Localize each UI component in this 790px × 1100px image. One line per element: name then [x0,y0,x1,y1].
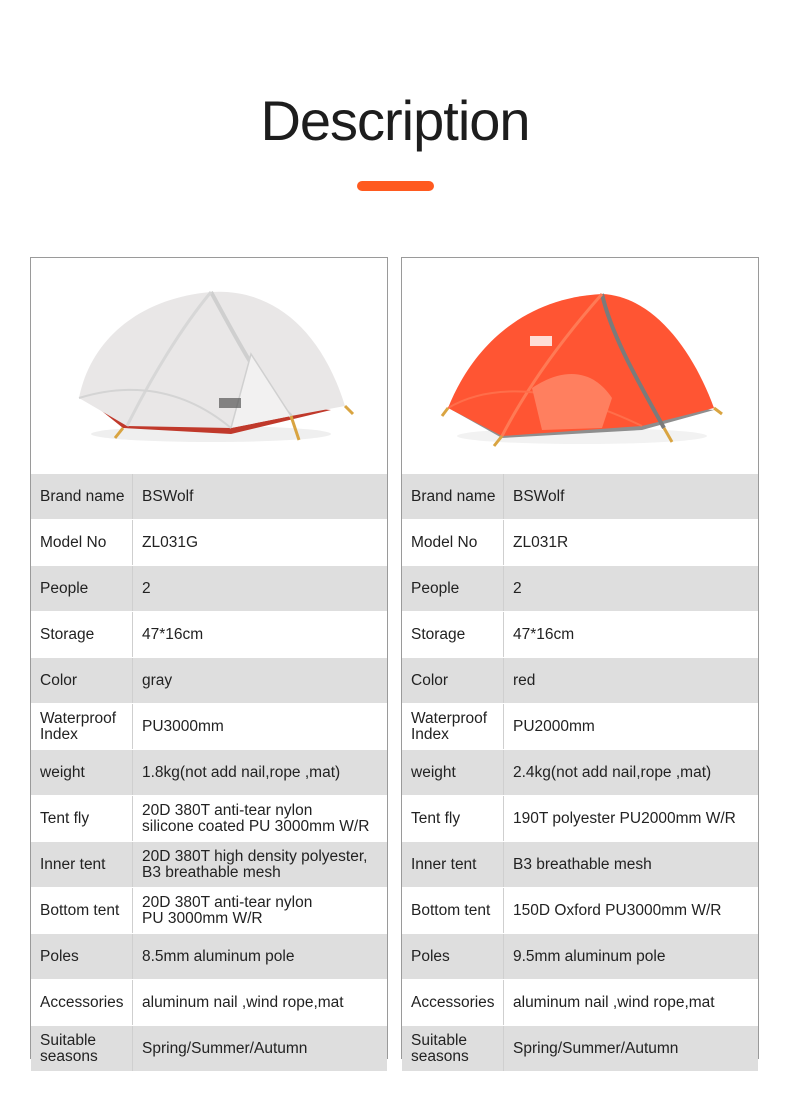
spec-row [31,611,387,657]
spec-value: PU3000mm [142,717,224,735]
spec-value: BSWolf [513,487,565,505]
page-title: Description [260,89,530,152]
spec-key: Storage [31,612,133,657]
spec-key: Brand name [402,474,504,519]
spec-key: Tent fly [402,796,504,841]
spec-value: Spring/Summer/Autumn [142,1039,308,1057]
spec-value: 47*16cm [513,625,575,643]
spec-row [402,887,758,933]
spec-row [31,887,387,933]
spec-row [402,979,758,1025]
red-tent-illustration [402,258,758,472]
spec-key: Tent fly [31,796,133,841]
spec-value: Spring/Summer/Autumn [513,1039,679,1057]
spec-key: Color [402,658,504,703]
spec-row [31,519,387,565]
spec-row [402,473,758,519]
spec-row [402,565,758,611]
spec-value: 2 [513,579,522,597]
spec-key: People [402,566,504,611]
spec-table-gray [31,473,387,1071]
spec-row [402,703,758,749]
spec-row [402,933,758,979]
spec-table-red [402,473,758,1071]
spec-value: aluminum nail ,wind rope,mat [142,993,344,1011]
spec-key: Accessories [402,980,504,1025]
spec-key: Brand name [31,474,133,519]
spec-row [402,519,758,565]
spec-value: 9.5mm aluminum pole [513,947,666,965]
spec-value: aluminum nail ,wind rope,mat [513,993,715,1011]
spec-key: Waterproof Index [31,704,133,749]
spec-value: 8.5mm aluminum pole [142,947,295,965]
tent-photo-red [402,258,758,472]
spec-row [31,933,387,979]
spec-row [31,703,387,749]
spec-key: Inner tent [402,842,504,887]
spec-row [31,979,387,1025]
spec-key: Poles [31,934,133,979]
spec-value: gray [142,671,173,689]
spec-key: Suitable seasons [402,1026,504,1071]
spec-key: weight [31,750,133,795]
spec-key: People [31,566,133,611]
spec-value: 47*16cm [142,625,204,643]
spec-value: 1.8kg(not add nail,rope ,mat) [142,763,341,781]
spec-key: Model No [402,520,504,565]
product-panel-gray [30,257,388,1065]
spec-key: Storage [402,612,504,657]
spec-row [31,657,387,703]
tent-photo-gray [31,258,387,472]
spec-key: Model No [31,520,133,565]
spec-value: PU2000mm [513,717,595,735]
spec-value: 150D Oxford PU3000mm W/R [513,901,722,919]
spec-key: Bottom tent [402,888,504,933]
spec-key: Color [31,658,133,703]
spec-value: BSWolf [142,487,194,505]
spec-value: 20D 380T high density polyester, B3 breathable mesh [142,847,368,881]
spec-row [31,795,387,841]
spec-value: 2 [142,579,151,597]
spec-value: red [513,671,536,689]
spec-key: Accessories [31,980,133,1025]
spec-value: 20D 380T anti-tear nylon PU 3000mm W/R [142,893,313,927]
spec-key: weight [402,750,504,795]
spec-row [402,841,758,887]
spec-value: 2.4kg(not add nail,rope ,mat) [513,763,712,781]
spec-key: Poles [402,934,504,979]
spec-row [31,1025,387,1071]
spec-row [402,1025,758,1071]
spec-value: B3 breathable mesh [513,855,652,873]
spec-value: ZL031G [142,533,199,551]
spec-key: Suitable seasons [31,1026,133,1071]
gray-tent-illustration [31,258,387,472]
spec-key: Waterproof Index [402,704,504,749]
spec-value: 190T polyester PU2000mm W/R [513,809,736,827]
spec-row [402,795,758,841]
spec-row [402,657,758,703]
spec-row [31,841,387,887]
title-underline [357,181,434,191]
spec-row [31,565,387,611]
spec-row [402,611,758,657]
product-panel-red [401,257,759,1065]
spec-value: 20D 380T anti-tear nylon silicone coated PU 3000mm W/R [142,801,370,835]
spec-row [402,749,758,795]
spec-key: Inner tent [31,842,133,887]
spec-row [31,473,387,519]
spec-key: Bottom tent [31,888,133,933]
spec-value: ZL031R [513,533,569,551]
spec-row [31,749,387,795]
